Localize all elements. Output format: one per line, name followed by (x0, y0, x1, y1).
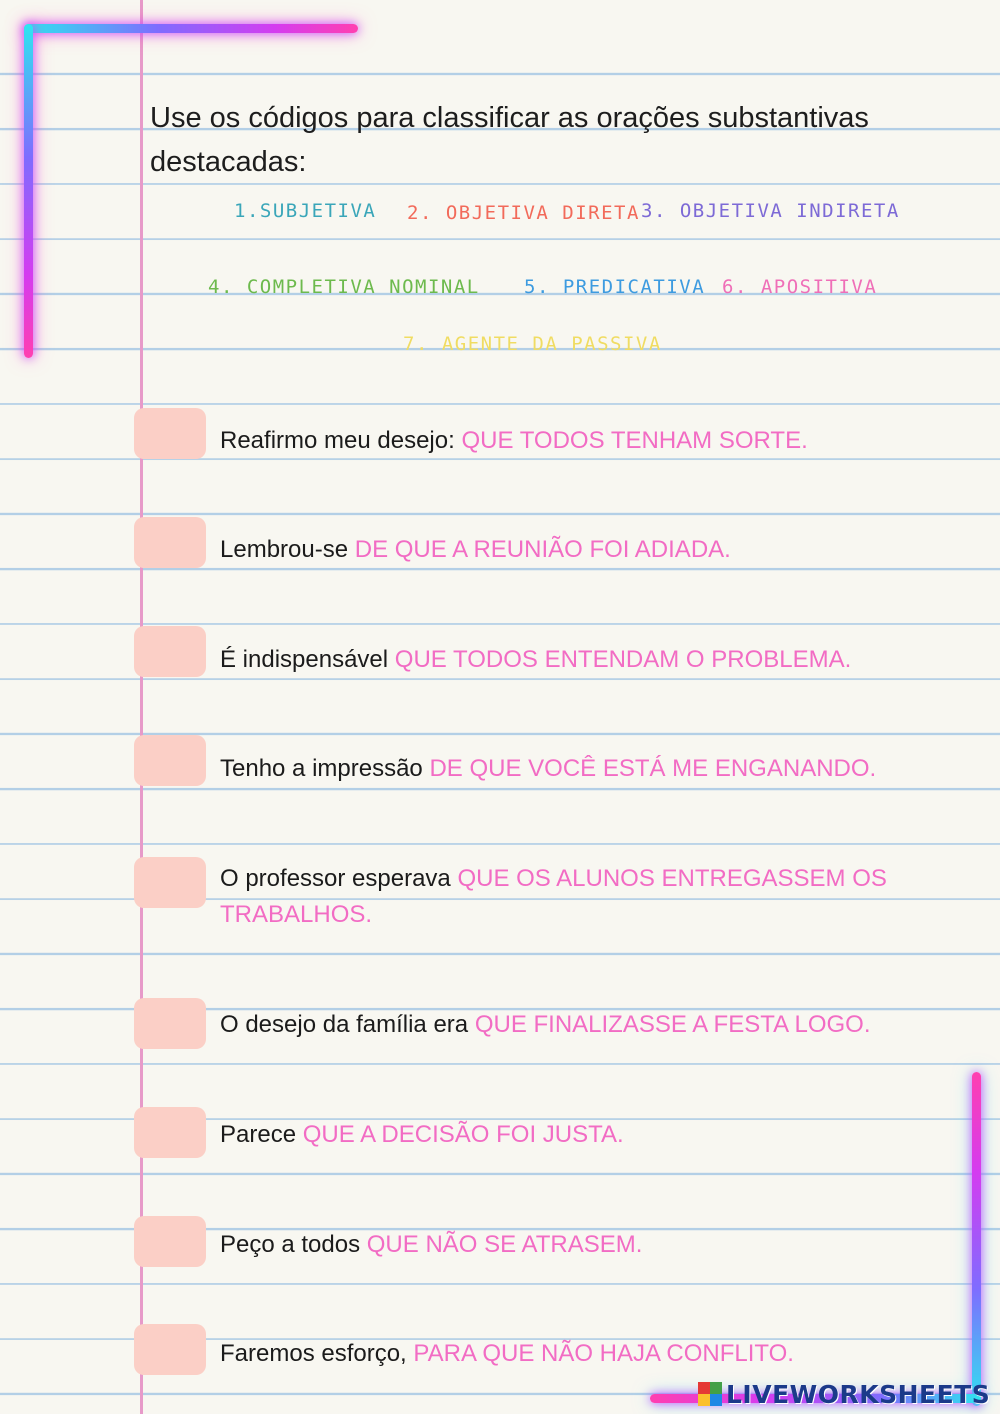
sentence-prefix: Parece (220, 1121, 303, 1148)
sentence-4 (220, 751, 940, 787)
sentence-8 (220, 1227, 940, 1263)
sentence-3 (220, 642, 940, 678)
instructions-text: Use os códigos para classificar as orações substantivas destacadas: (150, 102, 869, 178)
code-objetiva-direta: 2. OBJETIVA DIRETA (407, 202, 640, 224)
sentence-prefix: Reafirmo meu desejo: (220, 427, 462, 454)
code-objetiva-indireta: 3. OBJETIVA INDIRETA (641, 200, 900, 222)
highlighted-clause: DE QUE VOCÊ ESTÁ ME ENGANANDO. (429, 755, 877, 782)
highlighted-clause: QUE FINALIZASSE A FESTA LOGO. (474, 1011, 871, 1038)
answer-input-9[interactable] (134, 1324, 206, 1375)
sentence-prefix: Peço a todos (220, 1231, 367, 1258)
highlighted-clause: QUE TODOS TENHAM SORTE. (461, 427, 808, 454)
highlighted-clause: QUE A DECISÃO FOI JUSTA. (302, 1121, 624, 1148)
code-predicativa: 5. PREDICATIVA (524, 276, 706, 298)
neon-frame-right (972, 1072, 981, 1406)
highlighted-clause: PARA QUE NÃO HAJA CONFLITO. (413, 1340, 794, 1367)
liveworksheets-logo-icon (698, 1382, 722, 1406)
sentence-prefix: O desejo da família era (220, 1011, 475, 1038)
neon-frame-left (24, 24, 33, 358)
highlighted-clause: QUE OS ALUNOS ENTREGASSEM OS TRABALHOS. (220, 865, 887, 928)
notebook-margin-line (140, 0, 143, 1414)
answer-input-5[interactable] (134, 857, 206, 908)
sentence-1 (220, 423, 940, 459)
code-subjetiva: 1.SUBJETIVA (234, 200, 377, 222)
highlighted-clause: DE QUE A REUNIÃO FOI ADIADA. (354, 536, 731, 563)
sentence-5 (220, 861, 920, 933)
neon-frame-top (24, 24, 358, 33)
sentence-prefix: Tenho a impressão (220, 755, 430, 782)
code-completiva-nominal: 4. COMPLETIVA NOMINAL (208, 276, 480, 298)
answer-input-8[interactable] (134, 1216, 206, 1267)
sentence-prefix: O professor esperava (220, 865, 458, 892)
answer-input-2[interactable] (134, 517, 206, 568)
answer-input-4[interactable] (134, 735, 206, 786)
answer-input-1[interactable] (134, 408, 206, 459)
sentence-6 (220, 1007, 940, 1043)
sentence-7 (220, 1117, 940, 1153)
answer-input-3[interactable] (134, 626, 206, 677)
sentence-2 (220, 532, 940, 568)
sentence-prefix: É indispensável (220, 646, 395, 673)
brand-name: LIVEWORKSHEETS (726, 1379, 991, 1409)
sentence-prefix: Lembrou-se (220, 536, 355, 563)
code-apositiva: 6. APOSITIVA (722, 276, 878, 298)
liveworksheets-watermark (698, 1378, 990, 1410)
code-agente-da-passiva: 7. AGENTE DA PASSIVA (403, 333, 662, 355)
sentence-prefix: Faremos esforço, (220, 1340, 414, 1367)
highlighted-clause: QUE TODOS ENTENDAM O PROBLEMA. (394, 646, 852, 673)
highlighted-clause: QUE NÃO SE ATRASEM. (366, 1231, 643, 1258)
answer-input-7[interactable] (134, 1107, 206, 1158)
answer-input-6[interactable] (134, 998, 206, 1049)
sentence-9 (220, 1336, 940, 1372)
